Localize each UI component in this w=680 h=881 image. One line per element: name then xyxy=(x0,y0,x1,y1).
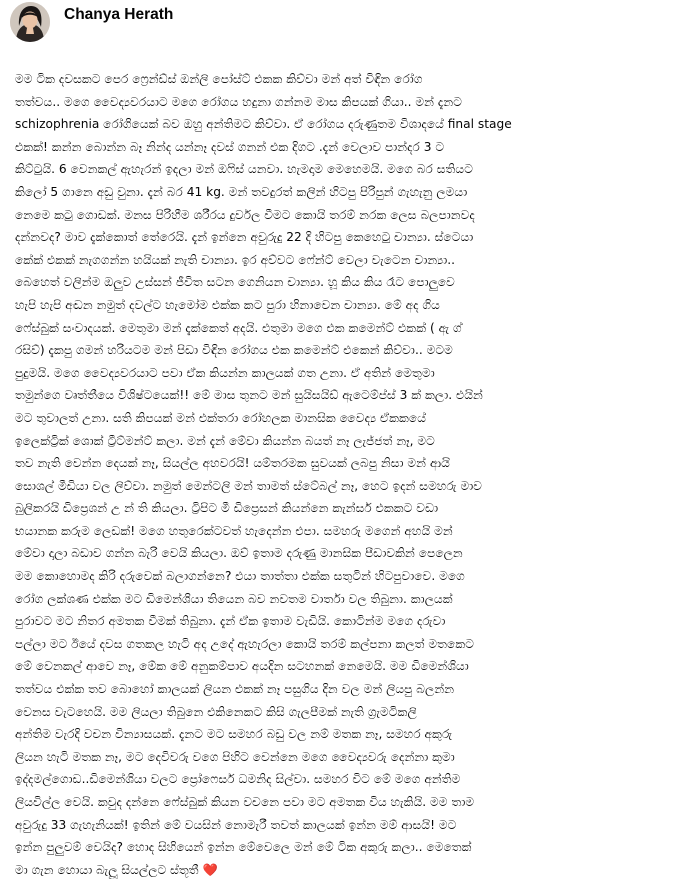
post-text-line: මම කොහොමද කිරි දරුවෙක් බලාගන්නෙ? එයා තාත්තා එක්ක සතුටින් හිටපුවාවෙ. මගෙ xyxy=(15,569,465,584)
post-text-line: නෙමෙ කටු ගොඩක්. මනස පිරිහීම ශරීරය දුර්වල වීමට කොයි තරම් නරක ලෙස බලපානවද xyxy=(15,207,475,222)
post-text-line: වෙනස වැටහෙයි. මම ලියලා තිබුනෙ එකිනෙකට කිසි ගැලපීමක් නැති ග්‍රැමටිකලි xyxy=(15,704,417,719)
post-text-line: ඉන්න පුලුවම් වෙයිද? හොද සිහියෙන් ඉන්න මේවෙලෙ මන් මේ ටික අකුරු කලා.. මෙතෙක් xyxy=(15,840,472,855)
post-header xyxy=(10,2,173,42)
author-name[interactable]: Chanya Herath xyxy=(64,6,174,23)
post-text-line: මේ වෙනකල් ආවෙ නෑ, මේක මේ අනුකම්පාව අයදින සටහනක් නෙමෙයි. මම ඩිමෙන්ශියා xyxy=(15,659,469,674)
post-text-line: අන්තිම වැරදි වචන වින්‍යාසයක්. දැනට මට සමහර බඩු වල නම් මතක නෑ, සමහර අකුරු xyxy=(15,727,453,742)
post-text-line: මේවා දාලා බඩාව ගන්න බැරි වෙයි කියලා. ඔව් ඉතාම දරුණු මානසික පීඩාවකින් පෙලෙන xyxy=(15,546,463,561)
post-text-line: බෙහෙත් වලින්ම ඔලුව උස්සන් ජීවිත සටන ගෙනියන චාන්‍යා. හූ කිය කිය රෑට පොලුවෙ xyxy=(15,275,455,290)
post-text-line: කිලෝ 5 ගානෙ අඩු වුනා. දැන් බර 41 kg. මන් තවදුරත් කලින් හිටපු පිරිපුන් ගැහැනු ලමයා xyxy=(15,184,468,199)
post-text-line: තමුන්ගෙ වෘත්තීයෙ විශිෂ්ටයෙක්!! මේ මාස තුනට මන් සුයිසයිඩ් ඇටෙම්ප්ස් 3 ක් කලා. එයින් xyxy=(15,388,483,403)
post-text-line: සොශල් මීඩියා වල ලිව්වා. නමුත් මෙන්ටලි මන් තාමත් ස්ටේබල් නෑ, හෙට ඉදන් සමහරු මාව xyxy=(15,478,483,493)
post-text-line: බුලිකරයි ඩිප්‍රෙශන් උ න් ති කියලා. ට්‍රිපිට මී ඩිප්‍රෙසන් කියන්නෙ කැන්සර් එකකට වඩා xyxy=(15,501,439,516)
post-text-line: තත්වය එක්ක තව බොහෝ කාලයක් ලියන එකක් නෑ පසුගිය දින වල මන් ලියපු බලන්න xyxy=(15,682,455,697)
profile-photo-icon xyxy=(10,2,50,42)
post-body xyxy=(15,68,675,881)
post-text-line: කිට්ටුයි. 6 වෙනකල් ඇහැරන් ඉදලා මන් ඔෆිස් යනවා. හැමදාම මෙහෙමයි. මගෙ බර සතියට xyxy=(15,162,473,177)
post-text-line: භයානක කරුම ලෙඩක්! මගෙ හතුරෙක්ටවත් හැදෙන්න එපා. සමහරු මගෙන් අහයි මන් xyxy=(15,523,453,538)
heart-emoji-icon: ❤️ xyxy=(202,862,218,877)
post-text-line: ලියන හැටි මතක නෑ, මට දෙවිවරු වගෙ පිහිට වෙන්නෙ මගෙ වෛද්‍යවරු දෙන්නා කුමා xyxy=(15,749,455,764)
post-text-line: රසිව්) දැකපු ගමන් හරියටම මන් පිඩා විඳින රෝගය එක කමෙන්ට් එකෙන් කිව්වා.. මටම xyxy=(15,343,453,358)
post-text-line: ඉලෙක්ට්‍රික් ශොක් ට්‍රීට්මන්ට් කලා. මන් දැන් මේවා කියන්න බයත් නෑ ලැජ්ජත් නෑ, මට xyxy=(15,433,435,448)
post-text-last: මා ගැන හොයා බැලූ සියල්ලට ස්තූතී xyxy=(15,862,199,877)
post-text-line: දන්නවද? මාව දැක්කොත් තේරෙයි. දැන් ඉන්නෙ අවුරුදු 22 දි හිටපු කෙහෙටු චාන්‍යා. ස්ටෙයා xyxy=(15,230,474,245)
post-text-line: පුරාවට මට නිතර අමතක වීමක් තිබුනා. දැන් ඒක ඉතාම වැඩියි. කොටින්ම මගෙ දරුවා xyxy=(15,614,446,629)
post-text-line: පල්ලා මට ඊයේ දවස ගතකල හැටි අද උදේ ඇහැරලා කොයි තරම් කල්පනා කලත් මතකෙට xyxy=(15,636,475,651)
post-text-line: පුදුමයි. මගෙ වෛද්‍යවරයාට පවා ඒක කියන්න කාලයක් ගත උනා. ඒ අතින් මෙතුමා xyxy=(15,365,435,380)
post-text-line: කේක් එකක් නැගගන්න හයියක් නැති චාන්‍යා. ඉර අව්වට ෆේන්ට් වෙලා වැටෙන චාන්‍යා.. xyxy=(15,252,456,267)
author-avatar[interactable] xyxy=(10,2,50,42)
post-text-line: අවුරුදු 33 ගැහැනියක්! ඉතින් මේ වයසින් නොමැරී තවත් කාලයක් ඉන්න මම් ආසයි! මට xyxy=(15,817,457,832)
post-text-line: ඉද්දමල්ගොඩ..ඩිමෙන්ශියා වලට ප්‍රෝෆෙසර් ධමනිද සිල්වා. සමහර විට මේ මගෙ අන්තිම xyxy=(15,772,461,787)
post-text-line: තත්වය.. මගෙ වෛද්‍යවරයාට මගෙ රෝගය හදුනා ගන්නම මාස කිපයක් ගියා.. මන් දැනට xyxy=(15,94,463,109)
post-text-line: මම ටික දවසකට පෙර ෆ්‍රෙන්ඩ්ස් ඔන්ලි පෝස්ට් එකක කිව්වා මන් අත් විඳින රෝග xyxy=(15,72,423,86)
post-text-line: ෆේස්බුක් සංවාදයක්. මෙතුමා මන් දැක්කෙත් අදයි. එතුමා මගෙ එක කමෙන්ට් එකක් ( ඇ ග් xyxy=(15,320,462,335)
post-text-line: schizophrenia රෝගියෙක් බව ඔහු අන්තිමට කිව්වා. ඒ රෝගය දරුණුතම විශාදයේ final stage xyxy=(15,117,512,132)
post-text-line: හැපි හැපි අඬන නමුත් දවල්ට හැමෝම එක්ක කට පුරා හිනාවෙන චාන්‍යා. මේ අද ගිය xyxy=(15,297,440,312)
post-text-line: තව නැති වෙන්න දෙයක් නෑ, සියල්ල අහවරයි! යම්තරමක සුවයක් ලබපු නිසා මන් ආයි xyxy=(15,456,450,471)
post-text-line: රෝග ලක්ශණ එක්ක මට ඩිමෙන්ශියා තියෙන බව නවතම වාර්තා වල තිබුනා. කාලයක් xyxy=(15,591,453,606)
post-text-line: එකක්! කන්න බොන්න බෑ නින්ද යන්නෑ දවස් ගනන් එක දිගට .දැන් වෙලාව පාන්දර 3 ට xyxy=(15,139,445,154)
post-text-line xyxy=(15,859,675,881)
post-text-line: ලියවිල්ල වෙයි. කවුද දන්නෙ ෆේස්බුක් කියන වචනෙ පවා මට අමතක විය හැකියි. මම තාම xyxy=(15,795,475,809)
post-text-line: මට තුවාලත් උනා. සති කිපයක් මන් එක්තරා රෝහලක මානසික වෛද්‍ය ඒකකයේ xyxy=(15,410,426,425)
